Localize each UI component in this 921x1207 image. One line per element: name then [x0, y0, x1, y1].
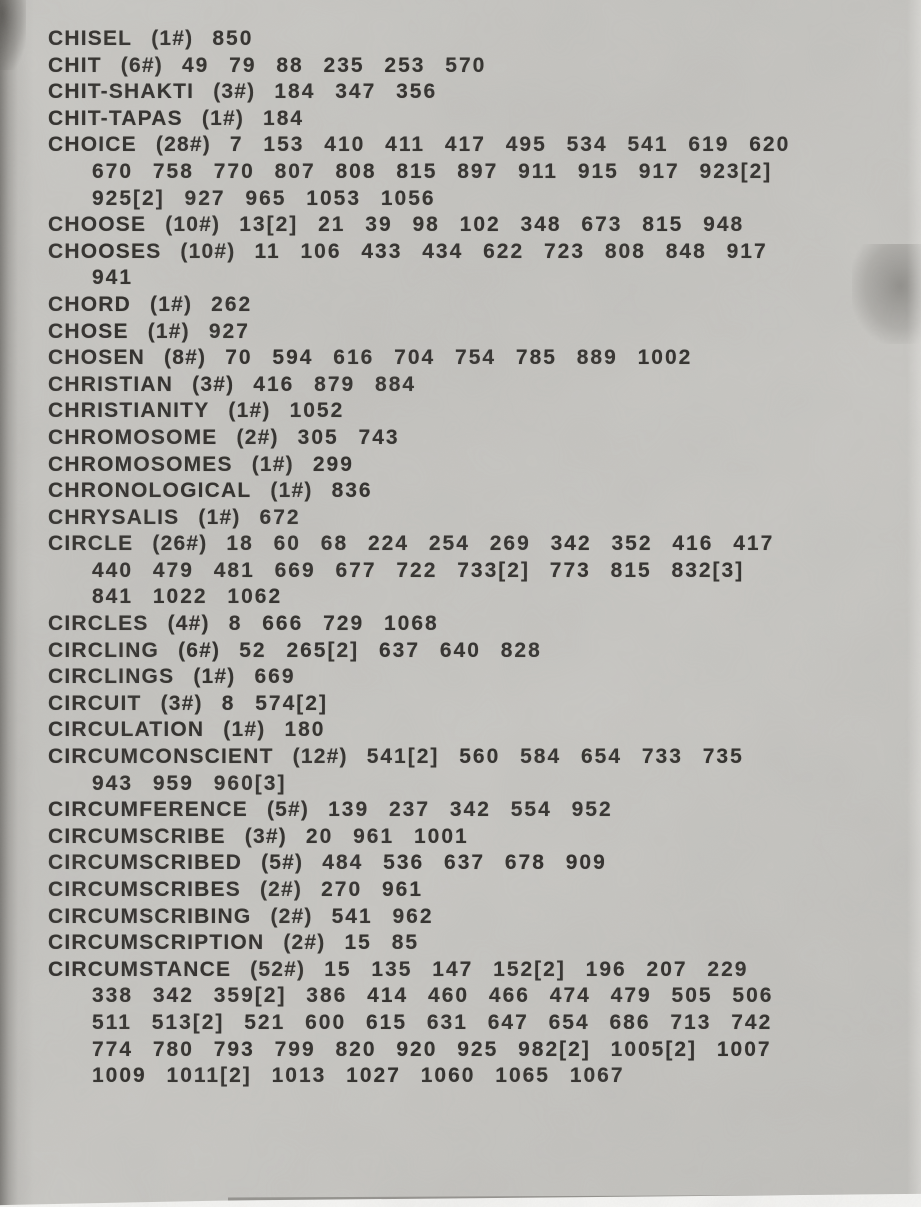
index-refs: 541[2] 560 584 654 733 735: [366, 745, 744, 769]
index-term: CIRCLINGS: [48, 665, 175, 689]
index-count: (1#): [193, 665, 236, 689]
index-entry: [48, 292, 888, 319]
index-term: CIRCUMSCRIBING: [48, 904, 252, 928]
index-entry: [48, 904, 888, 931]
index-term: CHROMOSOMES: [48, 452, 233, 476]
index-entry: [48, 744, 888, 771]
index-entry: [48, 478, 888, 505]
index-term: CHOOSES: [48, 239, 162, 263]
index-count: (3#): [160, 691, 203, 715]
index-refs: 49 79 88 235 253 570: [181, 53, 487, 77]
index-entry-continuation: [48, 771, 888, 798]
index-count: (3#): [213, 80, 256, 104]
index-count: (1#): [223, 718, 266, 742]
index-term: CHISEL: [48, 27, 133, 50]
index-count: (1#): [201, 106, 245, 130]
index-entry: [48, 505, 888, 532]
index-entry: [48, 425, 888, 452]
index-term: CHOICE: [48, 133, 137, 157]
index-term: CHOSEN: [48, 346, 146, 370]
index-entry: [48, 797, 888, 824]
index-refs: 927: [208, 319, 250, 343]
index-refs: 184: [263, 106, 305, 130]
index-term: CHRISTIAN: [48, 372, 174, 396]
index-entry-continuation: [48, 584, 888, 611]
index-refs: 7 153 410 411 417 495 534 541 619 620: [229, 133, 791, 157]
index-term: CHIT: [48, 53, 102, 77]
index-refs: 15 85: [344, 931, 420, 955]
index-refs: 941: [92, 266, 134, 290]
index-term: CHOSE: [48, 319, 129, 343]
index-count: (1#): [251, 452, 294, 476]
index-refs: 262: [211, 292, 253, 316]
index-term: CIRCUMSCRIPTION: [48, 931, 265, 955]
index-count: (2#): [283, 931, 326, 955]
index-count: (28#): [155, 133, 211, 157]
index-term: CHRONOLOGICAL: [48, 479, 252, 503]
index-refs: 20 961 1001: [305, 824, 469, 848]
index-refs: 11 106 433 434 622 723 808 848 917: [254, 239, 768, 263]
index-entry-continuation: [48, 265, 888, 292]
index-entry: [48, 345, 888, 372]
index-entry-continuation: [48, 1010, 888, 1037]
index-count: (26#): [152, 532, 208, 556]
index-refs: 13[2] 21 39 98 102 348 673 815 948: [239, 213, 745, 237]
index-term: CIRCUMSCRIBE: [48, 824, 226, 848]
index-term: CIRCUMSCRIBES: [48, 878, 241, 901]
index-entry: [48, 877, 888, 904]
index-refs: 338 342 359[2] 386 414 460 466 474 479 505 506: [92, 984, 774, 1008]
index-count: (1#): [147, 319, 190, 343]
index-count: (5#): [261, 851, 304, 875]
index-refs: 8 666 729 1068: [228, 612, 439, 636]
index-count: (2#): [236, 425, 279, 449]
index-entry: [48, 239, 888, 266]
index-count: (1#): [270, 479, 313, 503]
index-refs: 669: [254, 665, 296, 689]
index-refs: 841 1022 1062: [92, 585, 283, 609]
index-term: CIRCUMSCRIBED: [48, 851, 243, 875]
index-refs: 670 758 770 807 808 815 897 911 915 917 923[2]: [92, 159, 773, 183]
index-term: CIRCUMSTANCE: [48, 957, 232, 981]
index-entry-continuation: [48, 159, 888, 186]
index-entry: [48, 26, 888, 53]
index-refs: 184 347 356: [274, 80, 438, 104]
index-entry: [48, 372, 888, 399]
index-refs: 925[2] 927 965 1053 1056: [92, 186, 436, 210]
index-refs: 511 513[2] 521 600 615 631 647 654 686 713 742: [92, 1010, 773, 1034]
index-refs: 139 237 342 554 952: [328, 798, 613, 822]
index-refs: 943 959 960[3]: [92, 771, 287, 795]
index-term: CIRCUMFERENCE: [48, 798, 248, 822]
index-entry-continuation: [48, 1037, 888, 1064]
index-count: (8#): [164, 346, 207, 370]
index-entry-continuation: [48, 1063, 888, 1090]
index-term: CHORD: [48, 292, 131, 316]
index-count: (2#): [259, 878, 303, 901]
index-count: (10#): [165, 213, 221, 237]
index-count: (3#): [244, 824, 287, 848]
index-term: CIRCUIT: [48, 691, 142, 715]
index-refs: 836: [331, 479, 373, 503]
index-term: CIRCUMCONSCIENT: [48, 745, 274, 769]
index-entry: [48, 398, 888, 425]
index-entry: [48, 930, 888, 957]
page-gutter-shadow: [0, 0, 34, 1207]
index-entry: [48, 132, 888, 159]
index-refs: 1052: [289, 399, 345, 423]
index-count: (1#): [151, 27, 194, 50]
index-refs: 299: [312, 452, 354, 476]
index-count: (6#): [120, 53, 163, 77]
index-entry: [48, 957, 888, 984]
index-term: CIRCLING: [48, 638, 160, 662]
index-entry: [48, 79, 888, 106]
index-entry: [48, 717, 888, 744]
index-refs: 416 879 884: [253, 372, 417, 396]
index-term: CIRCLE: [48, 532, 134, 556]
index-refs: 270 961: [321, 878, 424, 901]
scan-bottom-edge: [0, 1191, 921, 1207]
index-count: (1#): [228, 399, 271, 423]
index-term: CHIT-SHAKTI: [48, 80, 195, 104]
index-refs: 8 574[2]: [221, 691, 328, 715]
index-term: CIRCLES: [48, 612, 149, 636]
index-entry: [48, 53, 888, 80]
index-entry-continuation: [48, 983, 888, 1010]
scan-corner-mark: [0, 0, 26, 70]
index-refs: 440 479 481 669 677 722 733[2] 773 815 832[3]: [92, 558, 745, 582]
index-refs: 180: [284, 718, 326, 742]
index-entry: [48, 531, 888, 558]
index-count: (1#): [198, 505, 241, 529]
index-entry: [48, 691, 888, 718]
index-entry-continuation: [48, 558, 888, 585]
index-refs: 672: [259, 505, 301, 529]
index-count: (4#): [167, 612, 210, 636]
index-count: (1#): [150, 292, 193, 316]
index-entry: [48, 452, 888, 479]
index-term: CHIT-TAPAS: [48, 106, 183, 130]
index-term: CHOOSE: [48, 213, 147, 237]
page-edge-highlight: [907, 0, 921, 1207]
index-list: [48, 26, 888, 1090]
index-entry: [48, 611, 888, 638]
index-count: (2#): [270, 904, 313, 928]
index-refs: 52 265[2] 637 640 828: [239, 638, 542, 662]
index-count: (52#): [250, 957, 306, 981]
index-term: CHRYSALIS: [48, 505, 180, 529]
index-refs: 70 594 616 704 754 785 889 1002: [225, 346, 693, 370]
index-refs: 18 60 68 224 254 269 342 352 416 417: [226, 532, 775, 556]
index-refs: 305 743: [297, 425, 400, 449]
index-term: CHRISTIANITY: [48, 399, 210, 423]
index-refs: 774 780 793 799 820 920 925 982[2] 1005[2] 1007: [92, 1037, 772, 1061]
index-count: (3#): [192, 372, 235, 396]
index-entry: [48, 638, 888, 665]
index-term: CIRCULATION: [48, 718, 205, 742]
index-entry: [48, 850, 888, 877]
index-count: (10#): [180, 239, 236, 263]
index-count: (6#): [178, 638, 221, 662]
index-refs: 850: [212, 27, 254, 50]
index-count: (12#): [292, 745, 348, 769]
index-refs: 541 962: [331, 904, 434, 928]
index-refs: 15 135 147 152[2] 196 207 229: [324, 957, 749, 981]
index-entry: [48, 106, 888, 133]
index-refs: 484 536 637 678 909: [322, 851, 607, 875]
index-term: CHROMOSOME: [48, 425, 218, 449]
index-entry: [48, 319, 888, 346]
index-entry: [48, 212, 888, 239]
index-count: (5#): [266, 798, 310, 822]
index-entry-continuation: [48, 186, 888, 213]
index-entry: [48, 824, 888, 851]
index-entry: [48, 664, 888, 691]
index-refs: 1009 1011[2] 1013 1027 1060 1065 1067: [92, 1064, 625, 1088]
